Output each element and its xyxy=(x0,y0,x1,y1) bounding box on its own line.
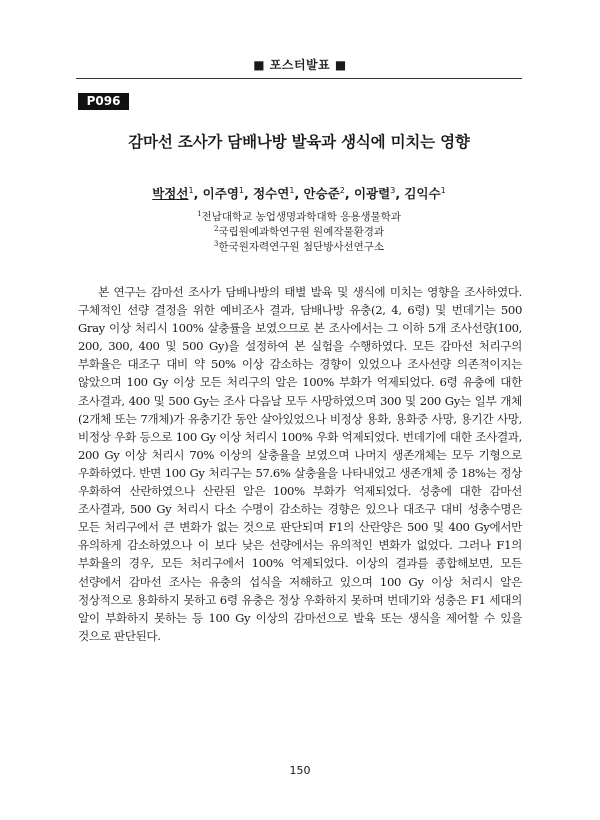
affiliation-3 xyxy=(76,239,522,254)
section-header: ■ 포스터발표 ■ xyxy=(253,58,347,72)
affiliation-2 xyxy=(76,224,522,239)
affiliation-mark: 1 xyxy=(197,210,202,218)
affiliation-mark: 3 xyxy=(213,240,219,248)
header-divider xyxy=(76,78,522,79)
affiliation-text: 전남대학교 농업생명과학대학 응용생물학과 xyxy=(201,211,401,223)
author-affiliation-mark: 2 xyxy=(339,186,345,195)
author-affiliation-mark: 3 xyxy=(390,186,396,195)
abstract-body: 본 연구는 감마선 조사가 담배나방의 태별 발육 및 생식에 미치는 영향을 조사하였다. 구체적인 선량 결정을 위한 예비조사 결과, 담배나방 유충(2, 4, 6령) 및 번데기는 500 Gray 이상 처리시 100% 살충률을 보였으므로 본 조사에서는 그 이하 5개 조사선량(100, 200, 300, 400 및 500 Gy)을 설정하여 본 실험을 수행하였다. 모든 감마선 처리구의 부화율은 대조구 대비 약 50% 이상 감소하는 경향이 있었으나 조사선량 의존적이지는 않았으며 100 Gy 이상 모든 처리구의 알은 100% 부화가 억제되었다. 6령 유충에 대한 조사결과, 400 및 500 Gy는 조사 다음날 모두 사망하였으며 300 및 200 Gy는 일부 개체(2개체 또는 7개체)가 유충기간 동안 살아있었으나 비정상 용화, 용화중 사망, 용기간 사망, 비정상 우화 등으로 100 Gy 이상 처리시 100% 우화 억제되었다. 번데기에 대한 조사결과, 200 Gy 이상 처리시 70% 이상의 살충율을 보였으며 나머지 생존개체는 모두 기형으로 우화하였다. 반면 100 Gy 처리구는 57.6% 살충율을 나타내었고 생존개체 중 18%는 정상 우화하여 산란하였으나 산란된 알은 100% 부화가 억제되었다. 성충에 대한 감마선 조사결과, 500 Gy 처리시 다소 수명이 감소하는 경향은 있으나 대조구 대비 성충수명은 모든 처리구에서 큰 변화가 없는 것으로 판단되며 F1의 산란양은 500 및 400 Gy에서만 유의하게 감소하였으나 이 보다 낮은 선량에서는 유의적인 변화가 없었다. 그러나 F1의 부화율의 경우, 모든 처리구에서 100% 억제되었다. 이상의 결과를 종합해보면, 모든 선량에서 감마선 조사는 유충의 섭식을 저해하고 있으며 100 Gy 이상 처리시 알은 정상적으로 용화하지 못하고 6령 유충은 정상 우화하지 못하며 번데기와 성충은 F1 세대의 알이 부화하지 못하는 등 100 Gy 이상의 감마선으로 발육 또는 생식을 제어할 수 있을 것으로 판단된다. xyxy=(78,285,522,643)
author-affiliation-mark: 1 xyxy=(238,186,244,195)
paper-title: 감마선 조사가 담배나방 발육과 생식에 미치는 영향 xyxy=(128,133,470,151)
author-name-presenter: 박정선 xyxy=(152,186,189,201)
affiliation-1 xyxy=(76,209,522,224)
author-affiliation-mark: 1 xyxy=(289,186,295,195)
author-list: 박정선$^1$, 이주영$^1$, 정수연$^1$, 안승준$^2$, 이광렬$^3$, 김익수$^1$ xyxy=(152,186,446,201)
author-name: 이주영 xyxy=(202,186,239,201)
author-name: 김익수 xyxy=(404,186,441,201)
author-name: 이광렬 xyxy=(353,186,391,201)
author-affiliation-mark: 1 xyxy=(440,186,446,195)
author-name: 정수연 xyxy=(253,186,290,201)
author-name: 안승준 xyxy=(303,186,340,201)
affiliation-text: 국립원예과학연구원 원예작물환경과 xyxy=(218,226,385,238)
page-number: 150 xyxy=(289,764,311,777)
affiliation-text: 한국원자력연구원 첨단방사선연구소 xyxy=(218,241,385,253)
poster-id-badge: P096 xyxy=(78,93,129,110)
author-affiliation-mark: 1 xyxy=(188,186,194,195)
affiliation-mark: 2 xyxy=(213,225,219,233)
